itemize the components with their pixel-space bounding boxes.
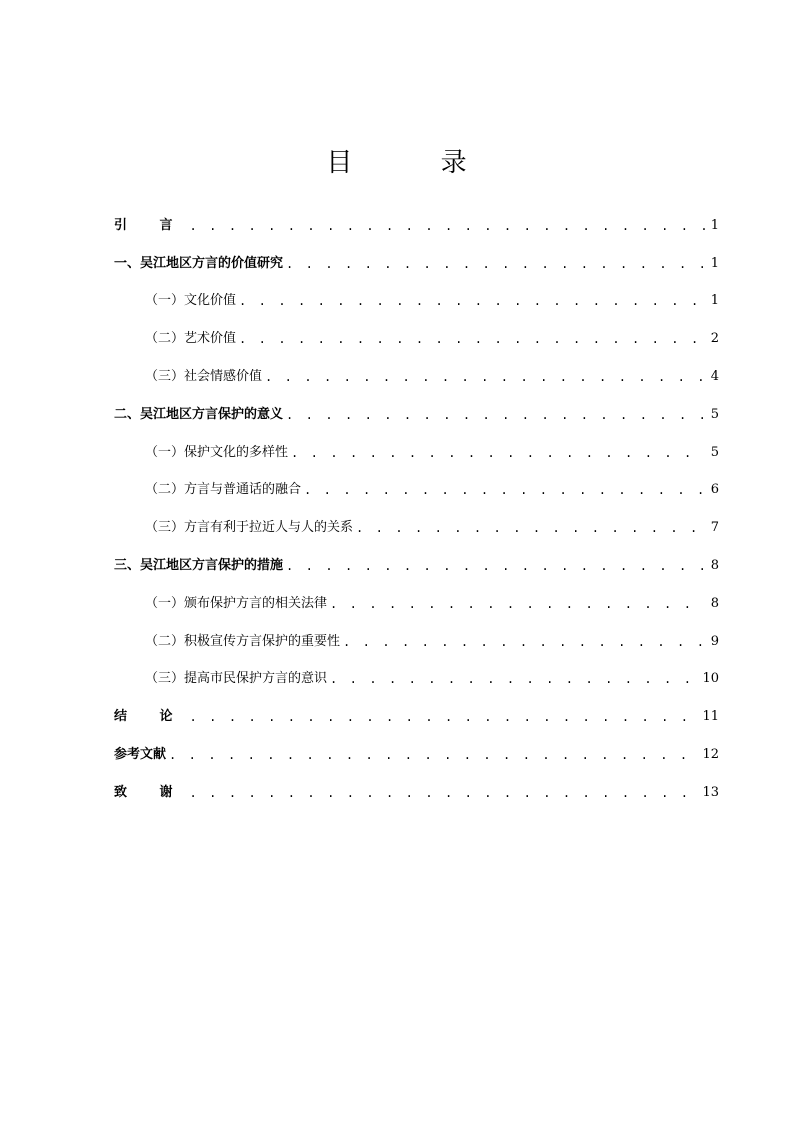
toc-entry-label: （二）方言与普通话的融合 bbox=[145, 482, 302, 498]
toc-entry[interactable] bbox=[114, 770, 719, 808]
toc-page-number: 13 bbox=[702, 784, 719, 800]
toc-entry-label: 结 论 bbox=[114, 709, 187, 725]
toc-page-number: 9 bbox=[710, 633, 719, 649]
toc-dot-leader bbox=[265, 366, 706, 388]
toc-entry[interactable] bbox=[114, 505, 719, 543]
toc-entry[interactable] bbox=[114, 241, 719, 279]
toc-page-number: 11 bbox=[702, 709, 719, 725]
toc-entry[interactable] bbox=[114, 279, 719, 317]
toc-entry-label: （二）积极宣传方言保护的重要性 bbox=[145, 633, 341, 649]
toc-entry[interactable] bbox=[114, 316, 719, 354]
toc-dot-leader bbox=[190, 706, 700, 728]
toc-dot-leader bbox=[239, 290, 706, 312]
toc-entry[interactable] bbox=[114, 354, 719, 392]
toc-entry[interactable] bbox=[114, 657, 719, 695]
toc-entry-label: （一）颁布保护方言的相关法律 bbox=[145, 595, 328, 611]
toc-dot-leader bbox=[286, 404, 706, 426]
toc-entry[interactable] bbox=[114, 619, 719, 657]
toc-page-number: 8 bbox=[710, 557, 719, 573]
toc-dot-leader bbox=[343, 631, 706, 653]
toc-page-number: 1 bbox=[710, 255, 719, 271]
toc-page-number: 5 bbox=[710, 406, 719, 422]
toc-entry-label: 参考文献 bbox=[114, 746, 167, 762]
toc-page-number: 1 bbox=[710, 217, 719, 233]
toc-entry[interactable] bbox=[114, 203, 719, 241]
toc-page-number: 2 bbox=[710, 331, 719, 347]
toc-entry-label: 引 言 bbox=[114, 217, 187, 233]
page-title: 目 录 bbox=[326, 148, 507, 178]
toc-dot-leader bbox=[356, 517, 706, 539]
toc-page-number: 10 bbox=[702, 671, 719, 687]
toc-entry-label: （三）提高市民保护方言的意识 bbox=[145, 671, 328, 687]
toc-dot-leader bbox=[304, 479, 706, 501]
toc-dot-leader bbox=[291, 442, 706, 464]
toc-dot-leader bbox=[239, 328, 706, 350]
toc-dot-leader bbox=[286, 555, 706, 577]
toc-page-number: 1 bbox=[710, 293, 719, 309]
toc-entry-label: （一）文化价值 bbox=[145, 293, 237, 309]
toc-entry-label: 二、吴江地区方言保护的意义 bbox=[114, 406, 284, 422]
toc-entry-label: （三）社会情感价值 bbox=[145, 368, 263, 384]
toc-entry-label: 三、吴江地区方言保护的措施 bbox=[114, 557, 284, 573]
toc-dot-leader bbox=[169, 744, 699, 766]
toc-entry[interactable] bbox=[114, 430, 719, 468]
toc-entry[interactable] bbox=[114, 694, 719, 732]
toc-entry[interactable] bbox=[114, 392, 719, 430]
toc-entry[interactable] bbox=[114, 581, 719, 619]
toc-entry-label: （一）保护文化的多样性 bbox=[145, 444, 289, 460]
toc-dot-leader bbox=[190, 782, 700, 804]
toc-dot-leader bbox=[330, 593, 706, 615]
toc-entry[interactable] bbox=[114, 732, 719, 770]
toc-entry-label: （二）艺术价值 bbox=[145, 331, 237, 347]
toc-dot-leader bbox=[330, 668, 699, 690]
toc-page-number: 4 bbox=[710, 368, 719, 384]
toc-page-number: 6 bbox=[710, 482, 719, 498]
table-of-contents bbox=[114, 203, 719, 808]
toc-entry[interactable] bbox=[114, 468, 719, 506]
toc-entry[interactable] bbox=[114, 543, 719, 581]
toc-page-number: 7 bbox=[710, 520, 719, 536]
toc-entry-label: （三）方言有利于拉近人与人的关系 bbox=[145, 520, 354, 536]
toc-page-number: 12 bbox=[702, 746, 719, 762]
toc-entry-label: 一、吴江地区方言的价值研究 bbox=[114, 255, 284, 271]
toc-page-number: 8 bbox=[710, 595, 719, 611]
toc-page-number: 5 bbox=[710, 444, 719, 460]
toc-dot-leader bbox=[190, 215, 706, 237]
toc-entry-label: 致 谢 bbox=[114, 784, 187, 800]
toc-dot-leader bbox=[286, 253, 706, 275]
